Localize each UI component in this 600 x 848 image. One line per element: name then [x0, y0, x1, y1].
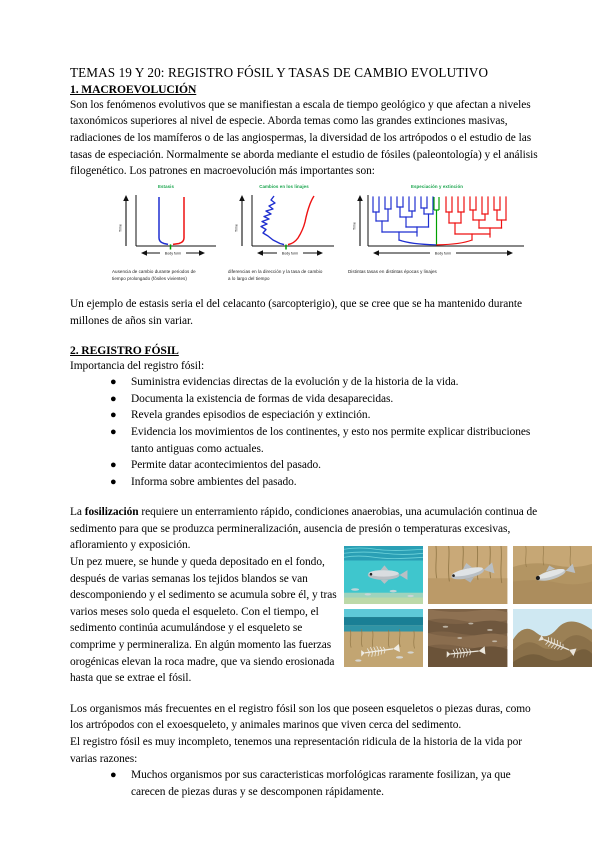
list-item-label: Documenta la existencia de formas de vida desaparecidas. [131, 392, 394, 405]
fossilization-image-grid [344, 546, 592, 667]
macroevolution-figure [112, 183, 532, 283]
fossil-stage-image-1 [344, 546, 423, 604]
fossil-stage-image-4 [344, 609, 423, 667]
panel-caption-especiacion: Distintas tasas en distintas épocas y linajes [348, 268, 437, 274]
list-item-label: Suministra evidencias directas de la evolución y de la historia de la vida. [131, 376, 459, 389]
cambios-diagram [228, 190, 340, 260]
list-item [110, 474, 540, 491]
panel-caption-cambios: diferencias en la dirección y la tasa de cambio a lo largo del tiempo [228, 268, 323, 282]
list-item [110, 374, 540, 391]
panel-plot-cambios [228, 190, 340, 265]
list-item-label: Evidencia los movimientos de los continentes, y esto nos permite explicar distribuciones tanto antiguas como actuales. [131, 425, 531, 455]
cambios-x-axis-label: Body form [281, 251, 299, 256]
estasis-x-axis-label: Body form [164, 251, 182, 256]
estasis-diagram [112, 190, 220, 260]
estasis-example-paragraph: Un ejemplo de estasis seria el del celacanto (sarcopterigio), que se cree que se ha mantenido durante millones de años sin variar. [70, 298, 522, 327]
fish-swimming-illustration [344, 546, 423, 604]
panel-plot-especiacion [348, 190, 526, 265]
fosilizacion-pre: La [70, 506, 85, 519]
bullet-icon: ● [110, 475, 117, 488]
especiacion-y-axis-label: Time [352, 221, 357, 230]
section-heading-registro-fosil: 2. REGISTRO FÓSIL [70, 343, 179, 357]
figure-panel-especiacion [348, 183, 526, 275]
list-item [110, 457, 540, 474]
fish-on-sediment-illustration [428, 546, 507, 604]
page-title: TEMAS 19 Y 20: REGISTRO FÓSIL Y TASAS DE CAMBIO EVOLUTIVO [70, 65, 489, 80]
list-item [110, 407, 540, 424]
bullet-icon: ● [110, 376, 117, 389]
bullet-icon: ● [110, 459, 117, 472]
list-item-label: Muchos organismos por sus caracteristicas morfológicas raramente fosilizan, ya que carecen de piezas duras y se descomponen rápidamente. [131, 769, 511, 798]
fossil-stage-image-6 [513, 609, 592, 667]
figure-panel-cambios [228, 183, 340, 283]
list-item-label: Informa sobre ambientes del pasado. [131, 475, 297, 488]
figure-panel-estasis [112, 183, 220, 283]
fossil-stage-image-5 [428, 609, 507, 667]
panel-plot-estasis [112, 190, 220, 265]
registro-fosil-intro: Importancia del registro fósil: [70, 359, 205, 372]
section-heading-macroevolucion: 1. MACROEVOLUCIÓN [70, 82, 197, 96]
estasis-y-axis-label: Time [118, 223, 123, 232]
bullet-icon: ● [110, 409, 117, 422]
organismos-paragraph: Los organismos más frecuentes en el registro fósil son los que poseen esqueletos o piezas duras, como los artrópodos con el exoesqueleto, y animales marinos que viven cerca del sedimento. [70, 702, 531, 732]
fossil-stage-image-2 [428, 546, 507, 604]
fish-fossilization-story: Un pez muere, se hunde y queda depositado en el fondo, después de varias semanas los tejidos blandos se van descomponiendo y el sedimento se acumula sobre él, y tras varios meses solo queda el esqueleto. Con el tiempo, el sedimento continúa acumulándose y el esqueleto se comprime y permineraliza. En algún momento las fuerzas orogénicas elevan la roca madre, que va siendo erosionada hasta que se extrae el fósil. [70, 556, 337, 685]
fosilizacion-keyword: fosilización [84, 506, 139, 519]
skeleton-in-layers-illustration [428, 609, 507, 667]
bullet-icon: ● [110, 425, 117, 438]
registro-fosil-bullet-list [70, 374, 540, 490]
skeleton-under-water-illustration [344, 609, 423, 667]
panel-title-estasis: Estasis [157, 183, 175, 189]
especiacion-x-axis-label: Body form [434, 251, 452, 256]
list-item [110, 424, 540, 457]
list-item-label: Permite datar acontecimientos del pasado. [131, 459, 321, 472]
panel-title-especiacion: Especiación y extinción [410, 183, 464, 189]
bullet-icon: ● [110, 392, 117, 405]
bullet-icon: ● [110, 769, 117, 782]
fosilizacion-post: requiere un enterramiento rápido, condiciones anaerobias, una acumulación continua de sedimento para que se produzca permineralización, ausencia de presión o temperaturas excesivas, afloramiento y exposición. [70, 506, 538, 552]
panel-caption-estasis: Ausencia de cambio durante periodos de tiempo prolongado (fósiles vivientes) [112, 268, 196, 282]
cambios-y-axis-label: Time [234, 223, 239, 232]
list-item [110, 767, 540, 800]
list-item-label: Revela grandes episodios de especiación y extinción. [131, 409, 371, 422]
incompleto-paragraph: El registro fósil es muy incompleto, tenemos una representación ridicula de la historia de la vida por varias razones: [70, 736, 522, 765]
panel-title-cambios: Cambios en los linajes [259, 183, 309, 189]
macroevolucion-paragraph: Son los fenómenos evolutivos que se manifiestan a escala de tiempo geológico y que afectan a niveles taxonómicos superiores al nivel de especie. Aborda temas como las grandes extinciones masivas, radiaciones de los mamíferos o de las angiospermas, la diversidad de los artrópodos o el estudio de las tasas de especiación. Normalmente se aborda mediante el estudio de fósiles (paleontología) y el análisis filogenético. Los patrones en macroevolución más importantes son: [70, 98, 538, 178]
fossil-exposed-outcrop-illustration [513, 609, 592, 667]
razones-bullet-list [70, 767, 540, 800]
list-item [110, 391, 540, 408]
fossil-stage-image-3 [513, 546, 592, 604]
fish-buried-illustration [513, 546, 592, 604]
especiacion-diagram [348, 190, 526, 260]
